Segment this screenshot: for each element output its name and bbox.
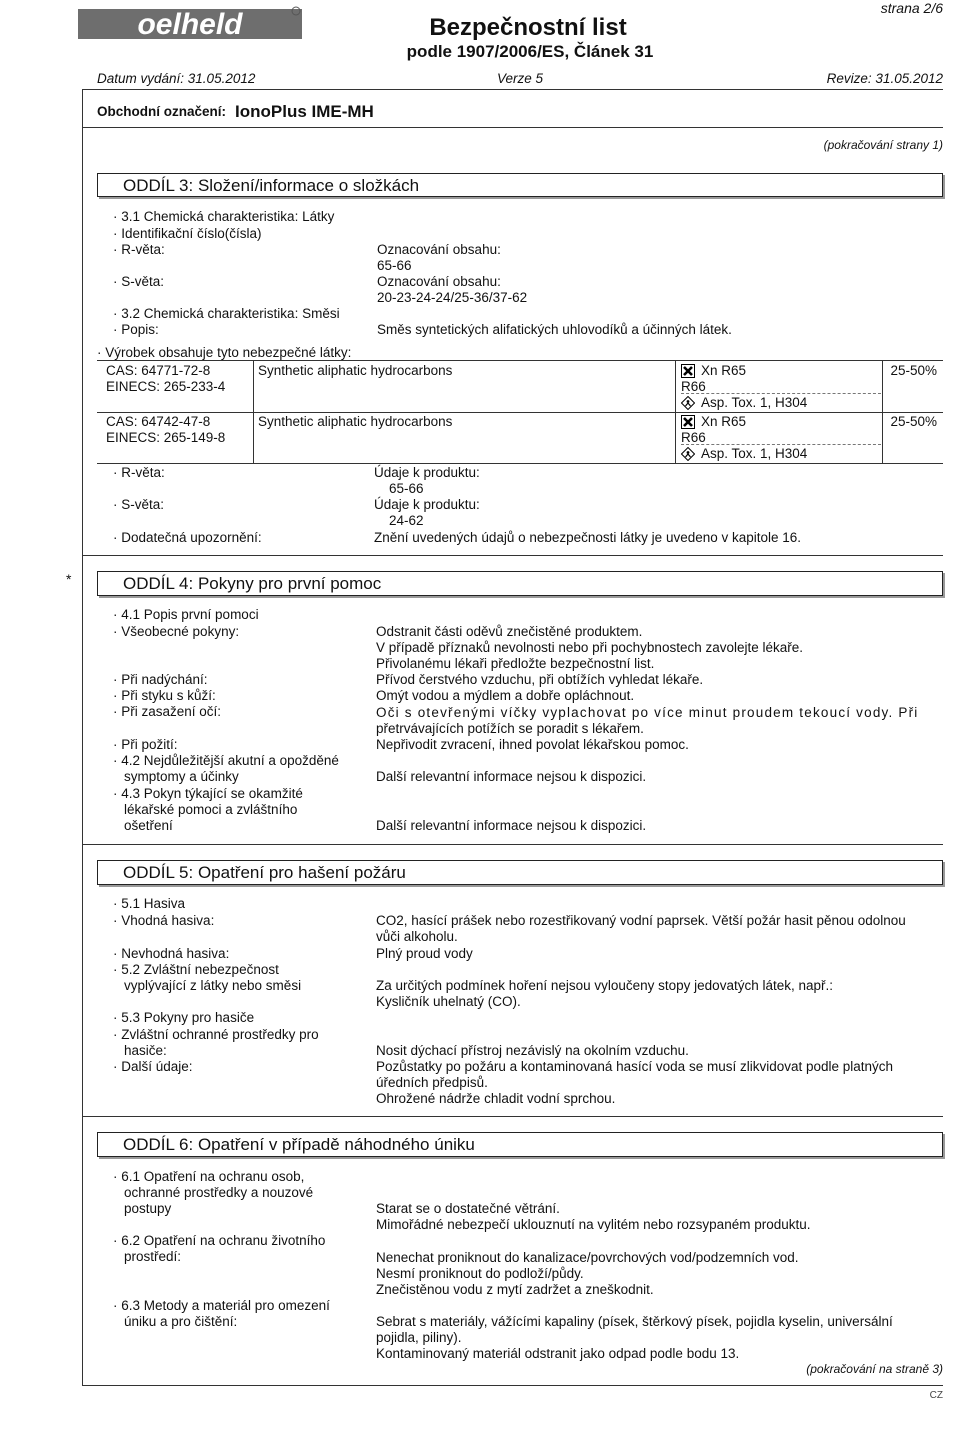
s6-line-62a: · 6.2 Opatření na ochranu životního — [113, 1233, 326, 1248]
s4-line-42-value: Další relevantní informace nejsou k dispozici. — [376, 769, 647, 784]
s4-general-3: Přivolanému lékaři předložte bezpečnostní list. — [376, 656, 655, 671]
version: Verze 5 — [497, 71, 544, 86]
harmful-x-icon — [681, 415, 695, 429]
s3-additional-label: · Dodatečná upozornění: — [113, 530, 262, 545]
s3-line-id: · Identifikační číslo(čísla) — [113, 226, 262, 241]
s3-s2-label: · S-věta: — [113, 497, 165, 512]
s5-line-52a: · 5.2 Zvláštní nebezpečnost — [113, 962, 279, 977]
s3-r2-label: · R-věta: — [113, 465, 165, 480]
s5-unsuitable-value: Plný proud vody — [376, 946, 473, 961]
s4-eye-label: · Při zasažení očí: — [113, 704, 222, 719]
s4-line-42b: symptomy a účinky — [124, 769, 239, 784]
s5-line-53: · 5.3 Pokyny pro hasiče — [113, 1010, 255, 1025]
s5-unsuitable-label: · Nevhodná hasiva: — [113, 946, 230, 961]
s4-eye-value-2: přetrvávajících potížích se poradit s lékařem. — [376, 721, 644, 736]
s6-line-63-3: Kontaminovaný materiál odstranit jako odpad podle bodu 13. — [376, 1346, 740, 1361]
s5-other-2: úředních předpisů. — [376, 1075, 488, 1090]
s3-r2-value-2: 65-66 — [389, 481, 424, 496]
s5-line-51: · 5.1 Hasiva — [113, 896, 186, 911]
s4-line-42a: · 4.2 Nejdůležitější akutní a opožděné — [113, 753, 339, 768]
s4-ingestion-label: · Při požití: — [113, 737, 178, 752]
s3-popis-value: Směs syntetických alifatických uhlovodíků a účinných látek. — [377, 322, 732, 337]
s3-r-label: · R-věta: — [113, 242, 165, 257]
s3-hazardous-label: · Výrobek obsahuje tyto nebezpečné látky: — [97, 345, 352, 360]
s5-other-label: · Další údaje: — [113, 1059, 193, 1074]
s5-line-52-2: Kysličník uhelnatý (CO). — [376, 994, 521, 1009]
bottom-rule — [82, 1385, 943, 1386]
section-6-title: ODDÍL 6: Opatření v případě náhodného úniku — [123, 1135, 475, 1154]
substance-xn: Xn R65 — [701, 363, 747, 378]
s3-additional-value: Znění uvedených údajů o nebezpečnosti látky je uvedeno v kapitole 16. — [374, 530, 802, 545]
s3-line-31: · 3.1 Chemická charakteristika: Látky — [113, 209, 335, 224]
section-5-title: ODDÍL 5: Opatření pro hašení požáru — [123, 863, 406, 882]
s6-line-63-1: Sebrat s materiály, vážícími kapaliny (písek, štěrkový písek, pojidla kyselin, universální — [376, 1314, 893, 1329]
s4-skin-value: Omýt vodou a mýdlem a dobře opláchnout. — [376, 688, 635, 703]
s5-line-52-1: Za určitých podmínek hoření nejsou vyloučeny stopy jedovatých látek, např.: — [376, 978, 833, 993]
s3-s-value-2: 20-23-24-24/25-36/37-62 — [377, 290, 528, 305]
logo-text: oelheld — [137, 8, 243, 41]
page-number: strana 2/6 — [880, 0, 943, 16]
s6-line-62b: prostředí: — [124, 1249, 182, 1264]
document-subtitle: podle 1907/2006/ES, Článek 31 — [406, 42, 654, 61]
language-code: CZ — [929, 1390, 943, 1401]
document-title: Bezpečnostní list — [429, 14, 627, 41]
s5-suitable-2: vůči alkoholu. — [376, 929, 458, 944]
s6-line-61-1: Starat se o dostatečné větrání. — [376, 1201, 560, 1216]
s5-protective-b: hasiče: — [124, 1043, 167, 1058]
substance-name: Synthetic aliphatic hydrocarbons — [258, 363, 453, 378]
s4-inhalation-value: Přívod čerstvého vzduchu, při obtížích vyhledat lékaře. — [376, 672, 704, 687]
s6-line-61-2: Mimořádné nebezpečí uklouznutí na vylitém nebo rozsypaném produktu. — [376, 1217, 811, 1232]
section-5-header — [97, 860, 943, 885]
substance-cas: CAS: 64771-72-8 — [106, 363, 211, 378]
header-divider — [82, 89, 943, 90]
s3-line-32: · 3.2 Chemická charakteristika: Směsi — [113, 306, 340, 321]
s5-suitable-1: CO2, hasící prášek nebo rozestřikovaný vodní paprsek. Větší požár hasit pěnou odolnou — [376, 913, 906, 928]
s4-general-label: · Všeobecné pokyny: — [113, 624, 240, 639]
s6-line-62-2: Nesmí proniknout do podloží/půdy. — [376, 1266, 584, 1281]
revision-star: * — [66, 571, 72, 587]
substance-asp-tox: Asp. Tox. 1, H304 — [701, 395, 808, 410]
section-6-header — [97, 1132, 943, 1157]
s3-s2-value-2: 24-62 — [389, 513, 424, 528]
substance-percentage: 25-50% — [890, 363, 937, 378]
substance-r66: R66 — [681, 430, 706, 445]
continuation-from: (pokračování strany 1) — [823, 138, 943, 152]
s6-line-61a: · 6.1 Opatření na ochranu osob, — [113, 1169, 305, 1184]
s6-line-62-3: Znečistěnou vodu z mytí zadržet a zneškodnit. — [376, 1282, 654, 1297]
health-hazard-icon — [681, 396, 695, 410]
s6-line-62-1: Nenechat proniknout do kanalizace/povrchových vod/podzemních vod. — [376, 1250, 799, 1265]
s6-line-63-2: pojidla, piliny). — [376, 1330, 462, 1345]
section-3-title: ODDÍL 3: Složení/informace o složkách — [123, 176, 420, 195]
s5-other-3: Ohrožené nádrže chladit vodní sprchou. — [376, 1091, 616, 1106]
substance-einecs: EINECS: 265-233-4 — [106, 379, 226, 394]
s3-popis-label: · Popis: — [113, 322, 159, 337]
section-4-title: ODDÍL 4: Pokyny pro první pomoc — [123, 574, 382, 593]
s6-line-61c: postupy — [124, 1201, 172, 1216]
s3-r-value-2: 65-66 — [377, 258, 412, 273]
s3-s2-value-1: Údaje k produktu: — [374, 497, 480, 512]
harmful-x-icon — [681, 364, 695, 378]
substance-r66: R66 — [681, 379, 706, 394]
substance-xn: Xn R65 — [701, 414, 747, 429]
s3-r-value-1: Oznacování obsahu: — [377, 242, 501, 257]
s6-line-61b: ochranné prostředky a nouzové — [124, 1185, 314, 1200]
health-hazard-icon — [681, 447, 695, 461]
s5-protective-value: Nosit dýchací přístroj nezávislý na okolním vzduchu. — [376, 1043, 689, 1058]
issue-date: Datum vydání: 31.05.2012 — [97, 71, 256, 86]
trade-name: IonoPlus IME-MH — [235, 102, 374, 121]
s4-general-2: V případě příznaků nevolnosti nebo při pochybnostech zavolejte lékaře. — [376, 640, 804, 655]
s3-r2-value-1: Údaje k produktu: — [374, 465, 480, 480]
substance-percentage: 25-50% — [890, 414, 937, 429]
trade-name-divider — [82, 127, 943, 128]
s4-line-43a: · 4.3 Pokyn týkající se okamžité — [113, 786, 303, 801]
s6-line-63b: úniku a pro čištění: — [124, 1314, 238, 1329]
left-margin-rule — [82, 90, 83, 1386]
substance-asp-tox: Asp. Tox. 1, H304 — [701, 446, 808, 461]
s4-line-41: · 4.1 Popis první pomoci — [113, 607, 259, 622]
s4-eye-value-1: Oči s otevřenými víčky vyplachovat po více minut proudem tekoucí vody. Při — [376, 705, 919, 720]
s5-other-1: Pozůstatky po požáru a kontaminovaná hasící voda se musí zlikvidovat podle platných — [376, 1059, 894, 1074]
s3-s-value-1: Oznacování obsahu: — [377, 274, 501, 289]
s4-inhalation-label: · Při nadýchání: — [113, 672, 208, 687]
section-3-header — [97, 173, 943, 197]
s6-line-63a: · 6.3 Metody a materiál pro omezení — [113, 1298, 330, 1313]
revision-date: Revize: 31.05.2012 — [826, 71, 943, 86]
section-4-header — [97, 571, 943, 596]
substance-cas: CAS: 64742-47-8 — [106, 414, 211, 429]
s4-general-1: Odstranit části oděvů znečistěné produktem. — [376, 624, 643, 639]
s4-line-43b: lékařské pomoci a zvláštního — [124, 802, 298, 817]
continuation-to: (pokračování na straně 3) — [806, 1362, 943, 1376]
substance-einecs: EINECS: 265-149-8 — [106, 430, 226, 445]
s4-skin-label: · Při styku s kůží: — [113, 688, 216, 703]
s5-line-52b: vyplývající z látky nebo směsi — [124, 978, 302, 993]
oelheld-logo — [78, 5, 302, 41]
s5-protective-a: · Zvláštní ochranné prostředky pro — [113, 1027, 319, 1042]
s3-s-label: · S-věta: — [113, 274, 165, 289]
s4-line-43c: ošetření — [124, 818, 173, 833]
s5-suitable-label: · Vhodná hasiva: — [113, 913, 215, 928]
substance-name: Synthetic aliphatic hydrocarbons — [258, 414, 453, 429]
s4-ingestion-value: Nepřivodit zvracení, ihned povolat lékařskou pomoc. — [376, 737, 689, 752]
s4-line-43-value: Další relevantní informace nejsou k dispozici. — [376, 818, 647, 833]
trade-name-label: Obchodní označení: — [97, 104, 227, 119]
